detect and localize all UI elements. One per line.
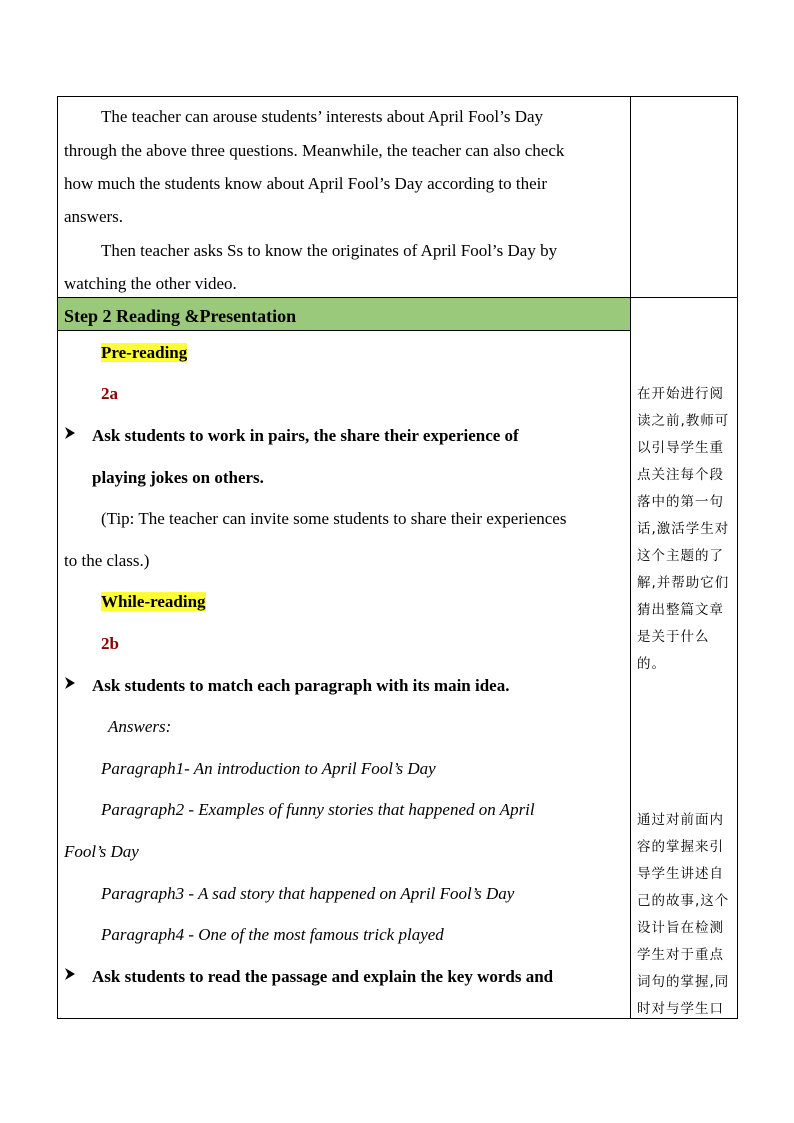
top-text-line-5: Then teacher asks Ss to know the originates of April Fool’s Day by	[101, 241, 558, 260]
table-left-border	[57, 96, 58, 1019]
top-text-line-6: watching the other video.	[64, 274, 237, 293]
label-2a: 2a	[101, 384, 118, 403]
arrow-bullet-icon	[63, 967, 77, 987]
side-note-1: 在开始进行阅读之前,教师可以引导学生重点关注每个段落中的第一句话,激活学生对这个主题的了解,并帮助它们猜出整篇文章是关于什么的。	[637, 386, 730, 672]
top-text-line-2: through the above three questions. Meanwhile, the teacher can also check	[64, 141, 565, 160]
tip-line-2: to the class.)	[64, 551, 150, 570]
table-column-divider	[630, 96, 631, 1019]
arrow-bullet-icon	[63, 676, 77, 696]
while-reading-label	[101, 592, 206, 612]
bullet-1-line-2: playing jokes on others.	[92, 468, 264, 487]
arrow-bullet-icon	[63, 426, 77, 446]
answers-label: Answers:	[108, 717, 172, 736]
top-text-line-1: The teacher can arouse students’ interests about April Fool’s Day	[101, 107, 544, 126]
side-note-2: 通过对前面内容的掌握来引导学生讲述自己的故事,这个设计旨在检测学生对于重点词句的掌握,同时对与学生口	[637, 812, 730, 1017]
bullet-1-line-1: Ask students to work in pairs, the share their experience of	[92, 426, 519, 445]
pre-reading-highlight: Pre-reading	[101, 343, 188, 362]
step-heading: Step 2 Reading &Presentation	[64, 306, 297, 326]
label-2b: 2b	[101, 634, 119, 653]
table-right-border	[737, 96, 738, 1019]
answer-paragraph-2-line-2: Fool’s Day	[64, 842, 139, 861]
answer-paragraph-4: Paragraph4 - One of the most famous trick played	[101, 925, 444, 944]
bullet-2: Ask students to match each paragraph with its main idea.	[92, 676, 510, 695]
bullet-3: Ask students to read the passage and explain the key words and	[92, 967, 554, 986]
table-top-border	[57, 96, 738, 97]
while-reading-highlight: While-reading	[101, 592, 206, 611]
top-text-line-3: how much the students know about April Fool’s Day according to their	[64, 174, 548, 193]
answer-paragraph-3: Paragraph3 - A sad story that happened on April Fool’s Day	[101, 884, 515, 903]
tip-line-1: (Tip: The teacher can invite some students to share their experiences	[101, 509, 567, 528]
answer-paragraph-2-line-1: Paragraph2 - Examples of funny stories that happened on April	[101, 800, 535, 819]
step-bar-bottom-line	[58, 330, 630, 331]
top-text-line-4: answers.	[64, 207, 124, 226]
answer-paragraph-1: Paragraph1- An introduction to April Fool’s Day	[101, 759, 436, 778]
pre-reading-label	[101, 343, 187, 363]
table-bottom-border	[57, 1018, 738, 1019]
